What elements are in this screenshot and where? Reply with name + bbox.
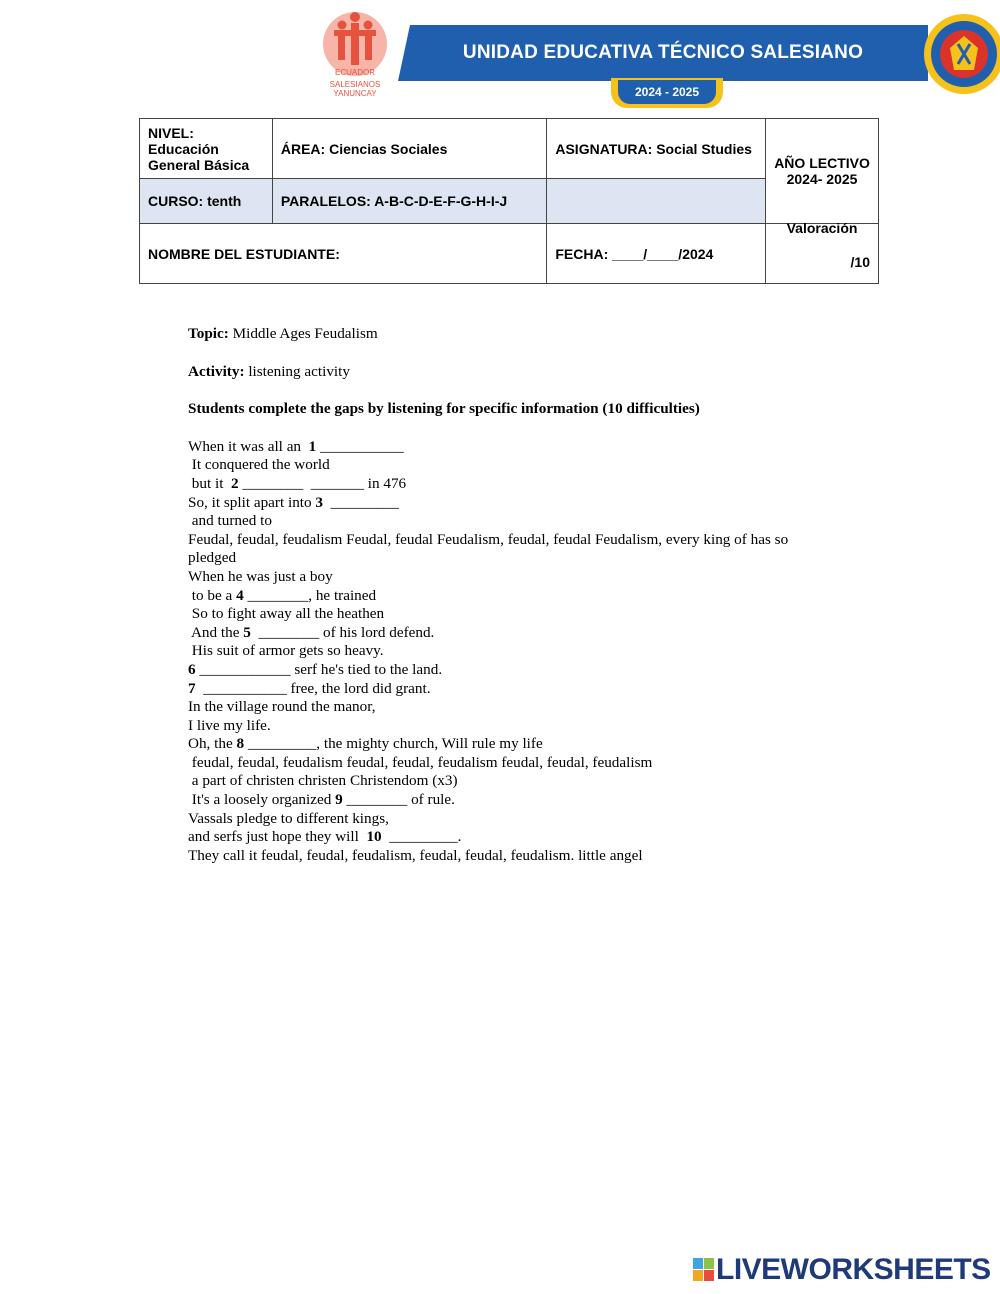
lyric-line: Oh, the 8 _________, the mighty church, Will rule my life [188, 735, 543, 753]
gap-blank[interactable]: _________. [381, 828, 462, 846]
logo-caption-country: ECUADOR [334, 68, 375, 77]
gap-blank[interactable]: ___________ [316, 437, 404, 455]
lyric-line: feudal, feudal, feudalism feudal, feudal, feudalism feudal, feudal, feudalism [188, 753, 653, 771]
activity-label: Activity: [188, 362, 245, 380]
gap-blank[interactable]: ___________ free, the lord did grant. [195, 679, 431, 697]
lyric-line: a part of christen christen Christendom (x3) [188, 772, 458, 790]
logo-caption-org: SALESIANOS [329, 80, 381, 89]
gap-number: 1 [308, 437, 317, 455]
gap-number: 10 [366, 828, 382, 846]
lyric-line: to be a 4 ________, he trained [188, 586, 377, 604]
ano-lectivo-cell: AÑO LECTIVO 2024- 2025 [766, 119, 879, 224]
gap-number: 5 [243, 623, 251, 641]
school-year-badge: 2024 - 2025 [618, 80, 716, 104]
logo-caption-place: YANUNCAY [333, 89, 377, 98]
worksheet-content [188, 325, 848, 865]
area-cell: ÁREA: Ciencias Sociales [272, 119, 547, 179]
lyrics-block [188, 438, 848, 866]
gap-number: 4 [236, 586, 244, 604]
topic-line [188, 325, 848, 344]
valoracion-cell [766, 219, 879, 284]
nivel-cell: NIVEL: Educación General Básica [140, 119, 273, 179]
gap-blank[interactable]: ________ of his lord defend. [250, 623, 435, 641]
lyric-line: Feudal, feudal, feudalism Feudal, feudal Feudalism, feudal, feudal Feudalism, every king of has so [188, 530, 789, 548]
paralelos-cell: PARALELOS: A-B-C-D-E-F-G-H-I-J [272, 179, 547, 224]
lyric-line: When it was all an 1 ___________ [188, 437, 404, 455]
gap-blank[interactable]: ____________ serf he's tied to the land. [195, 660, 443, 678]
gap-number: 6 [188, 660, 196, 678]
instructions: Students complete the gaps by listening for specific information (10 difficulties) [188, 400, 700, 418]
lyric-line: pledged [188, 549, 237, 567]
lyric-line: His suit of armor gets so heavy. [188, 642, 384, 660]
gap-number: 3 [315, 493, 323, 511]
lyric-line: and turned to [188, 512, 272, 530]
lyric-line: So, it split apart into 3 _________ [188, 493, 399, 511]
empty-shaded-cell [547, 179, 766, 224]
lyric-line: It's a loosely organized 9 ________ of rule. [188, 791, 455, 809]
activity-line [188, 363, 848, 382]
school-crest-icon [920, 8, 1000, 100]
gap-number: 7 [188, 679, 196, 697]
gap-blank[interactable]: ________, he trained [243, 586, 377, 604]
lyric-line: They call it feudal, feudal, feudalism, feudal, feudal, feudalism. little angel [188, 846, 643, 864]
asignatura-cell: ASIGNATURA: Social Studies [547, 119, 766, 179]
student-name-field[interactable]: NOMBRE DEL ESTUDIANTE: [140, 224, 547, 284]
gap-blank[interactable]: ________ _______ in 476 [238, 474, 407, 492]
salesianos-logo [312, 8, 398, 104]
liveworksheets-logo-icon [693, 1258, 715, 1282]
lyric-line: Vassals pledge to different kings, [188, 809, 389, 827]
activity-value: listening activity [244, 362, 350, 380]
lyric-line: And the 5 ________ of his lord defend. [188, 623, 435, 641]
gap-blank[interactable]: _________, the mighty church, Will rule my life [244, 735, 543, 753]
date-field[interactable]: FECHA: ____/____/2024 [547, 224, 766, 284]
curso-cell: CURSO: tenth [140, 179, 273, 224]
score-total: /10 [850, 253, 870, 270]
gap-number: 8 [236, 735, 245, 753]
lyric-line: When he was just a boy [188, 567, 333, 585]
gap-blank[interactable]: ________ of rule. [342, 791, 455, 809]
gap-number: 9 [335, 791, 343, 809]
lyric-line [188, 661, 848, 680]
school-name: UNIDAD EDUCATIVA TÉCNICO SALESIANO [462, 42, 864, 63]
valoracion-label: Valoración [786, 219, 858, 236]
lyric-line: So to fight away all the heathen [188, 605, 385, 623]
school-header-banner [0, 0, 1000, 112]
liveworksheets-wordmark: LIVEWORKSHEETS [716, 1253, 991, 1286]
topic-value: Middle Ages Feudalism [228, 325, 378, 342]
gap-blank[interactable]: _________ [323, 493, 399, 511]
lyric-line: but it 2 ________ _______ in 476 [188, 474, 407, 492]
gap-number: 2 [231, 474, 239, 492]
lyric-line: and serfs just hope they will 10 _________. [188, 828, 462, 846]
topic-label: Topic: [188, 325, 229, 342]
lyric-line: I live my life. [188, 716, 271, 734]
school-crest-logo [920, 8, 1000, 100]
lyric-line: In the village round the manor, [188, 698, 376, 716]
student-info-table [139, 118, 879, 284]
lyric-line: It conquered the world [188, 456, 330, 474]
lyric-line [188, 680, 848, 699]
